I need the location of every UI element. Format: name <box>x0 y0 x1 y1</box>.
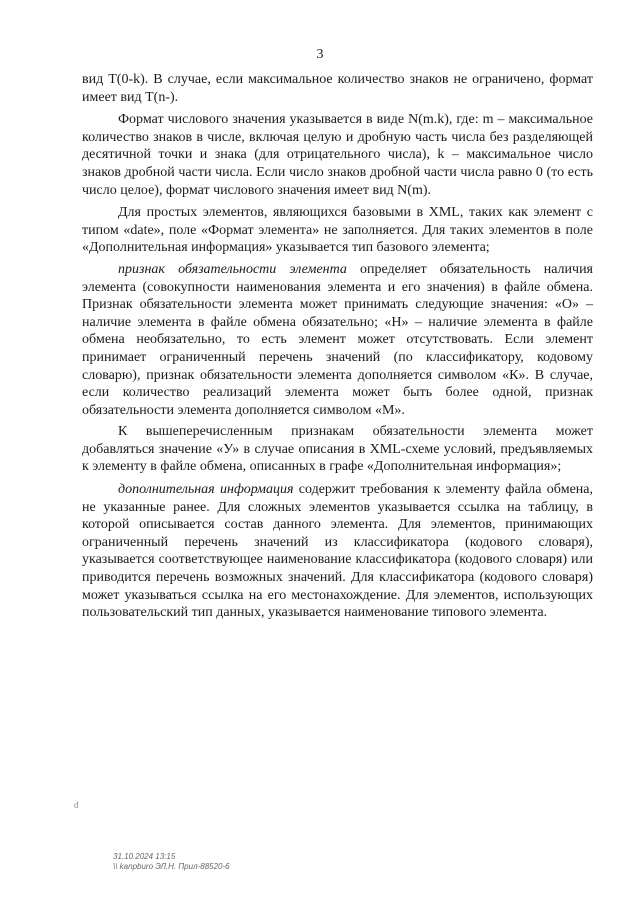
page-number: 3 <box>316 47 324 62</box>
additional-info-description: содержит требования к элементу файла обмена, не указанные ранее. Для сложных элементов указывается ссылка на таблицу, в которой описывается состав данного элемента. Для элементов, принимающих ограниченный перечень значений из классификатора (кодового словаря), указывается соответствующее наименование классификатора (кодового словаря) или приводится перечень возможных значений. Для классификатора (кодового словаря) может указываться ссылка на его местонахождение. Для элементов, использующих пользовательский тип данных, указывается наименование типового элемента. <box>82 482 593 621</box>
paragraph-simple-elements: Для простых элементов, являющихся базовыми в XML, таких как элемент с типом «date», поле «Формат элемента» не заполняется. Для таких элементов в поле «Дополнительная информация» указывается тип базового элемента; <box>82 205 593 256</box>
footer-file-path: \\ kanpburo ЭЛ.Н. Прил-88520-6 <box>113 862 230 871</box>
paragraph-mandatory-flag <box>82 261 593 419</box>
term-additional-info: дополнительная информация <box>118 482 294 498</box>
paragraph-condition-flag: К вышеперечисленным признакам обязательности элемента может добавляться значение «У» в случае описания в XML-схеме условий, предъявляемых к элементу в файле обмена, описанных в графе «Дополнительная информация»; <box>82 424 593 475</box>
margin-mark: d <box>74 800 79 810</box>
paragraph-additional-info <box>82 481 593 622</box>
print-footer <box>113 852 230 872</box>
term-mandatory-flag: признак обязательности элемента <box>118 261 347 277</box>
footer-timestamp: 31.10.2024 13:15 <box>113 852 176 861</box>
mandatory-flag-description: определяет обязательность наличия элемента (совокупности наименования элемента и его значения) в файле обмена. Признак обязательности элемента может принимать следующие значения: «О» – наличие элемента в файле обмена обязательно; «Н» – наличие элемента в файле обмена необязательно, то есть элемент может отсутствовать. Если элемент принимает ограниченный перечень значений (по классификатору, кодовому словарю), признак обязательности элемента дополняется символом «К». В случае, если количество реализаций элемента может быть более одной, признак обязательности элемента дополняется символом «М». <box>82 261 593 418</box>
paragraph-format-text-continuation: вид Т(0-k). В случае, если максимальное количество знаков не ограничено, формат имеет вид Т(n-). <box>82 72 593 105</box>
paragraph-numeric-format: Формат числового значения указывается в виде N(m.k), где: m – максимальное количество знаков в числе, включая целую и дробную часть числа без разделяющей десятичной точки и знака (для отрицательного числа), k – максимальное число знаков дробной части числа. Если число знаков дробной части числа равно 0 (то есть число целое), формат числового значения имеет вид N(m). <box>82 112 593 198</box>
document-body <box>82 71 593 626</box>
